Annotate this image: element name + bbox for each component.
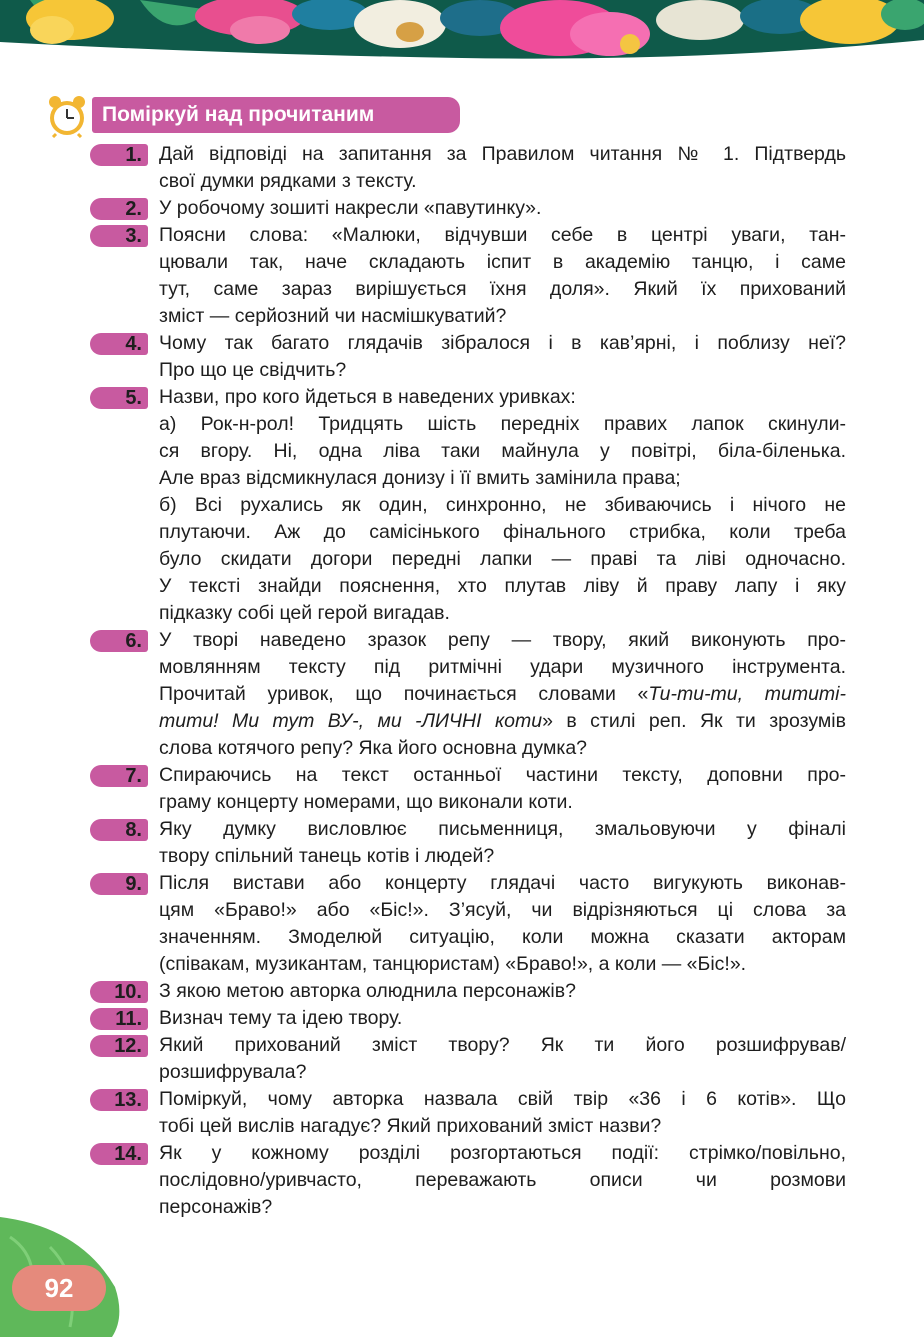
text-line: Яку думку висловлює письменниця, змальовуючи у фіналі [159, 818, 846, 840]
text-line: У творі наведено зразок репу — твору, який виконують про- [159, 629, 846, 651]
text-line: плутаючи. Аж до самісінького фінального стрибка, коли треба [159, 521, 846, 543]
question-number: 7. [90, 765, 148, 787]
text-line: Як у кожному розділі розгортаються події: стрімко/повільно, [159, 1142, 846, 1164]
text-line: Поміркуй, чому авторка назвала свій твір «36 і 6 котів». Що [159, 1088, 846, 1110]
text-line: свої думки рядками з тексту. [159, 170, 417, 192]
question-number: 8. [90, 819, 148, 841]
text-line: ся вгору. Ні, одна ліва таки майнула у повітрі, біла-біленька. [159, 440, 846, 462]
text-line: тут, саме зараз вирішується їхня доля». Який їх прихований [159, 278, 846, 300]
question-item [90, 870, 846, 978]
text-line: послідовно/уривчасто, переважають описи чи розмови [159, 1169, 846, 1191]
question-item [90, 330, 846, 384]
text-line: У тексті знайди пояснення, хто плутав ліву й праву лапу і яку [159, 575, 846, 597]
question-text [159, 870, 846, 978]
text-line: цювали так, наче складають іспит в академію танцю, і саме [159, 251, 846, 273]
text-line [159, 708, 846, 735]
text-line: слова котячого репу? Яка його основна думка? [159, 737, 588, 759]
question-text [159, 627, 846, 762]
text-line: тобі цей вислів нагадує? Який прихований зміст назви? [159, 1115, 662, 1137]
section-title: Поміркуй над прочитаним [92, 97, 460, 133]
question-item [90, 816, 846, 870]
text-line: цям «Браво!» або «Біс!». З’ясуй, чи відрізняються ці слова за [159, 899, 846, 921]
text-line: Про що це свідчить? [159, 359, 347, 381]
question-text [159, 195, 846, 222]
page-number: 92 [12, 1265, 106, 1311]
text-line: граму концерту номерами, що виконали коти. [159, 791, 573, 813]
question-text [159, 762, 846, 816]
question-number: 12. [90, 1035, 148, 1057]
question-item [90, 222, 846, 330]
question-text [159, 1005, 846, 1032]
question-item [90, 195, 846, 222]
text-line: персонажів? [159, 1196, 273, 1218]
question-number: 11. [90, 1008, 148, 1030]
question-number: 13. [90, 1089, 148, 1111]
question-number: 6. [90, 630, 148, 652]
question-item [90, 1005, 846, 1032]
text-line: Після вистави або концерту глядачі часто вигукують виконав- [159, 872, 846, 894]
text-line: Чому так багато глядачів зібралося і в кав’ярні, і поблизу неї? [159, 332, 846, 354]
question-number: 1. [90, 144, 148, 166]
question-text [159, 816, 846, 870]
text-line: Який прихований зміст твору? Як ти його розшифрував/ [159, 1034, 846, 1056]
question-number: 5. [90, 387, 148, 409]
text-line: У робочому зошиті накресли «павутинку». [159, 197, 542, 219]
question-text [159, 384, 846, 627]
text-line: З якою метою авторка олюднила персонажів? [159, 980, 576, 1002]
alarm-clock-icon [46, 94, 88, 138]
question-number: 9. [90, 873, 148, 895]
question-text [159, 1032, 846, 1086]
question-item [90, 978, 846, 1005]
question-text [159, 978, 846, 1005]
text-line: твору спільний танець котів і людей? [159, 845, 495, 867]
text-line: було скидати догори передні лапки — праві та ліві одночасно. [159, 548, 846, 570]
question-number: 3. [90, 225, 148, 247]
text-line: б) Всі рухались як один, синхронно, не збиваючись і нічого не [159, 494, 846, 516]
question-number: 4. [90, 333, 148, 355]
question-text [159, 330, 846, 384]
question-list [90, 141, 846, 1221]
flower-banner [0, 0, 924, 62]
question-item [90, 141, 846, 195]
question-item [90, 1086, 846, 1140]
question-number: 10. [90, 981, 148, 1003]
question-number: 2. [90, 198, 148, 220]
question-item [90, 1140, 846, 1221]
text-line: Спираючись на текст останньої частини тексту, доповни про- [159, 764, 846, 786]
quote-italic: тити! Ми тут ВУ-, ми -ЛИЧНІ коти [159, 710, 543, 732]
question-item [90, 762, 846, 816]
text-line: а) Рок-н-рол! Тридцять шість передніх правих лапок скинули- [159, 413, 846, 435]
text-line: Але враз відсмикнулася донизу і її вмить замінила права; [159, 467, 681, 489]
text-line: значенням. Змоделюй ситуацію, коли можна сказати акторам [159, 926, 846, 948]
question-text [159, 1140, 846, 1221]
text-line: (співакам, музикантам, танцюристам) «Браво!», а коли — «Біс!». [159, 953, 747, 975]
text-line [159, 681, 846, 708]
question-text [159, 222, 846, 330]
text-line: мовлянням тексту під ритмічні удари музичного інструмента. [159, 656, 846, 678]
question-text [159, 141, 846, 195]
question-item [90, 1032, 846, 1086]
text-line: Дай відповіді на запитання за Правилом читання № 1. Підтвердь [159, 143, 846, 165]
text-segment: Прочитай уривок, що починається словами « [159, 683, 649, 705]
question-text [159, 1086, 846, 1140]
text-line: розшифрувала? [159, 1061, 307, 1083]
quote-italic: Ти-ти-ти, тититі- [648, 683, 846, 705]
text-line: Назви, про кого йдеться в наведених уривках: [159, 386, 576, 408]
question-item [90, 627, 846, 762]
text-segment: » в стилі реп. Як ти зрозумів [542, 710, 846, 732]
text-line: Поясни слова: «Малюки, відчувши себе в центрі уваги, тан- [159, 224, 846, 246]
text-line: підказку собі цей герой вигадав. [159, 602, 450, 624]
question-item [90, 384, 846, 627]
text-line: Визнач тему та ідею твору. [159, 1007, 403, 1029]
question-number: 14. [90, 1143, 148, 1165]
text-line: зміст — серйозний чи насмішкуватий? [159, 305, 507, 327]
